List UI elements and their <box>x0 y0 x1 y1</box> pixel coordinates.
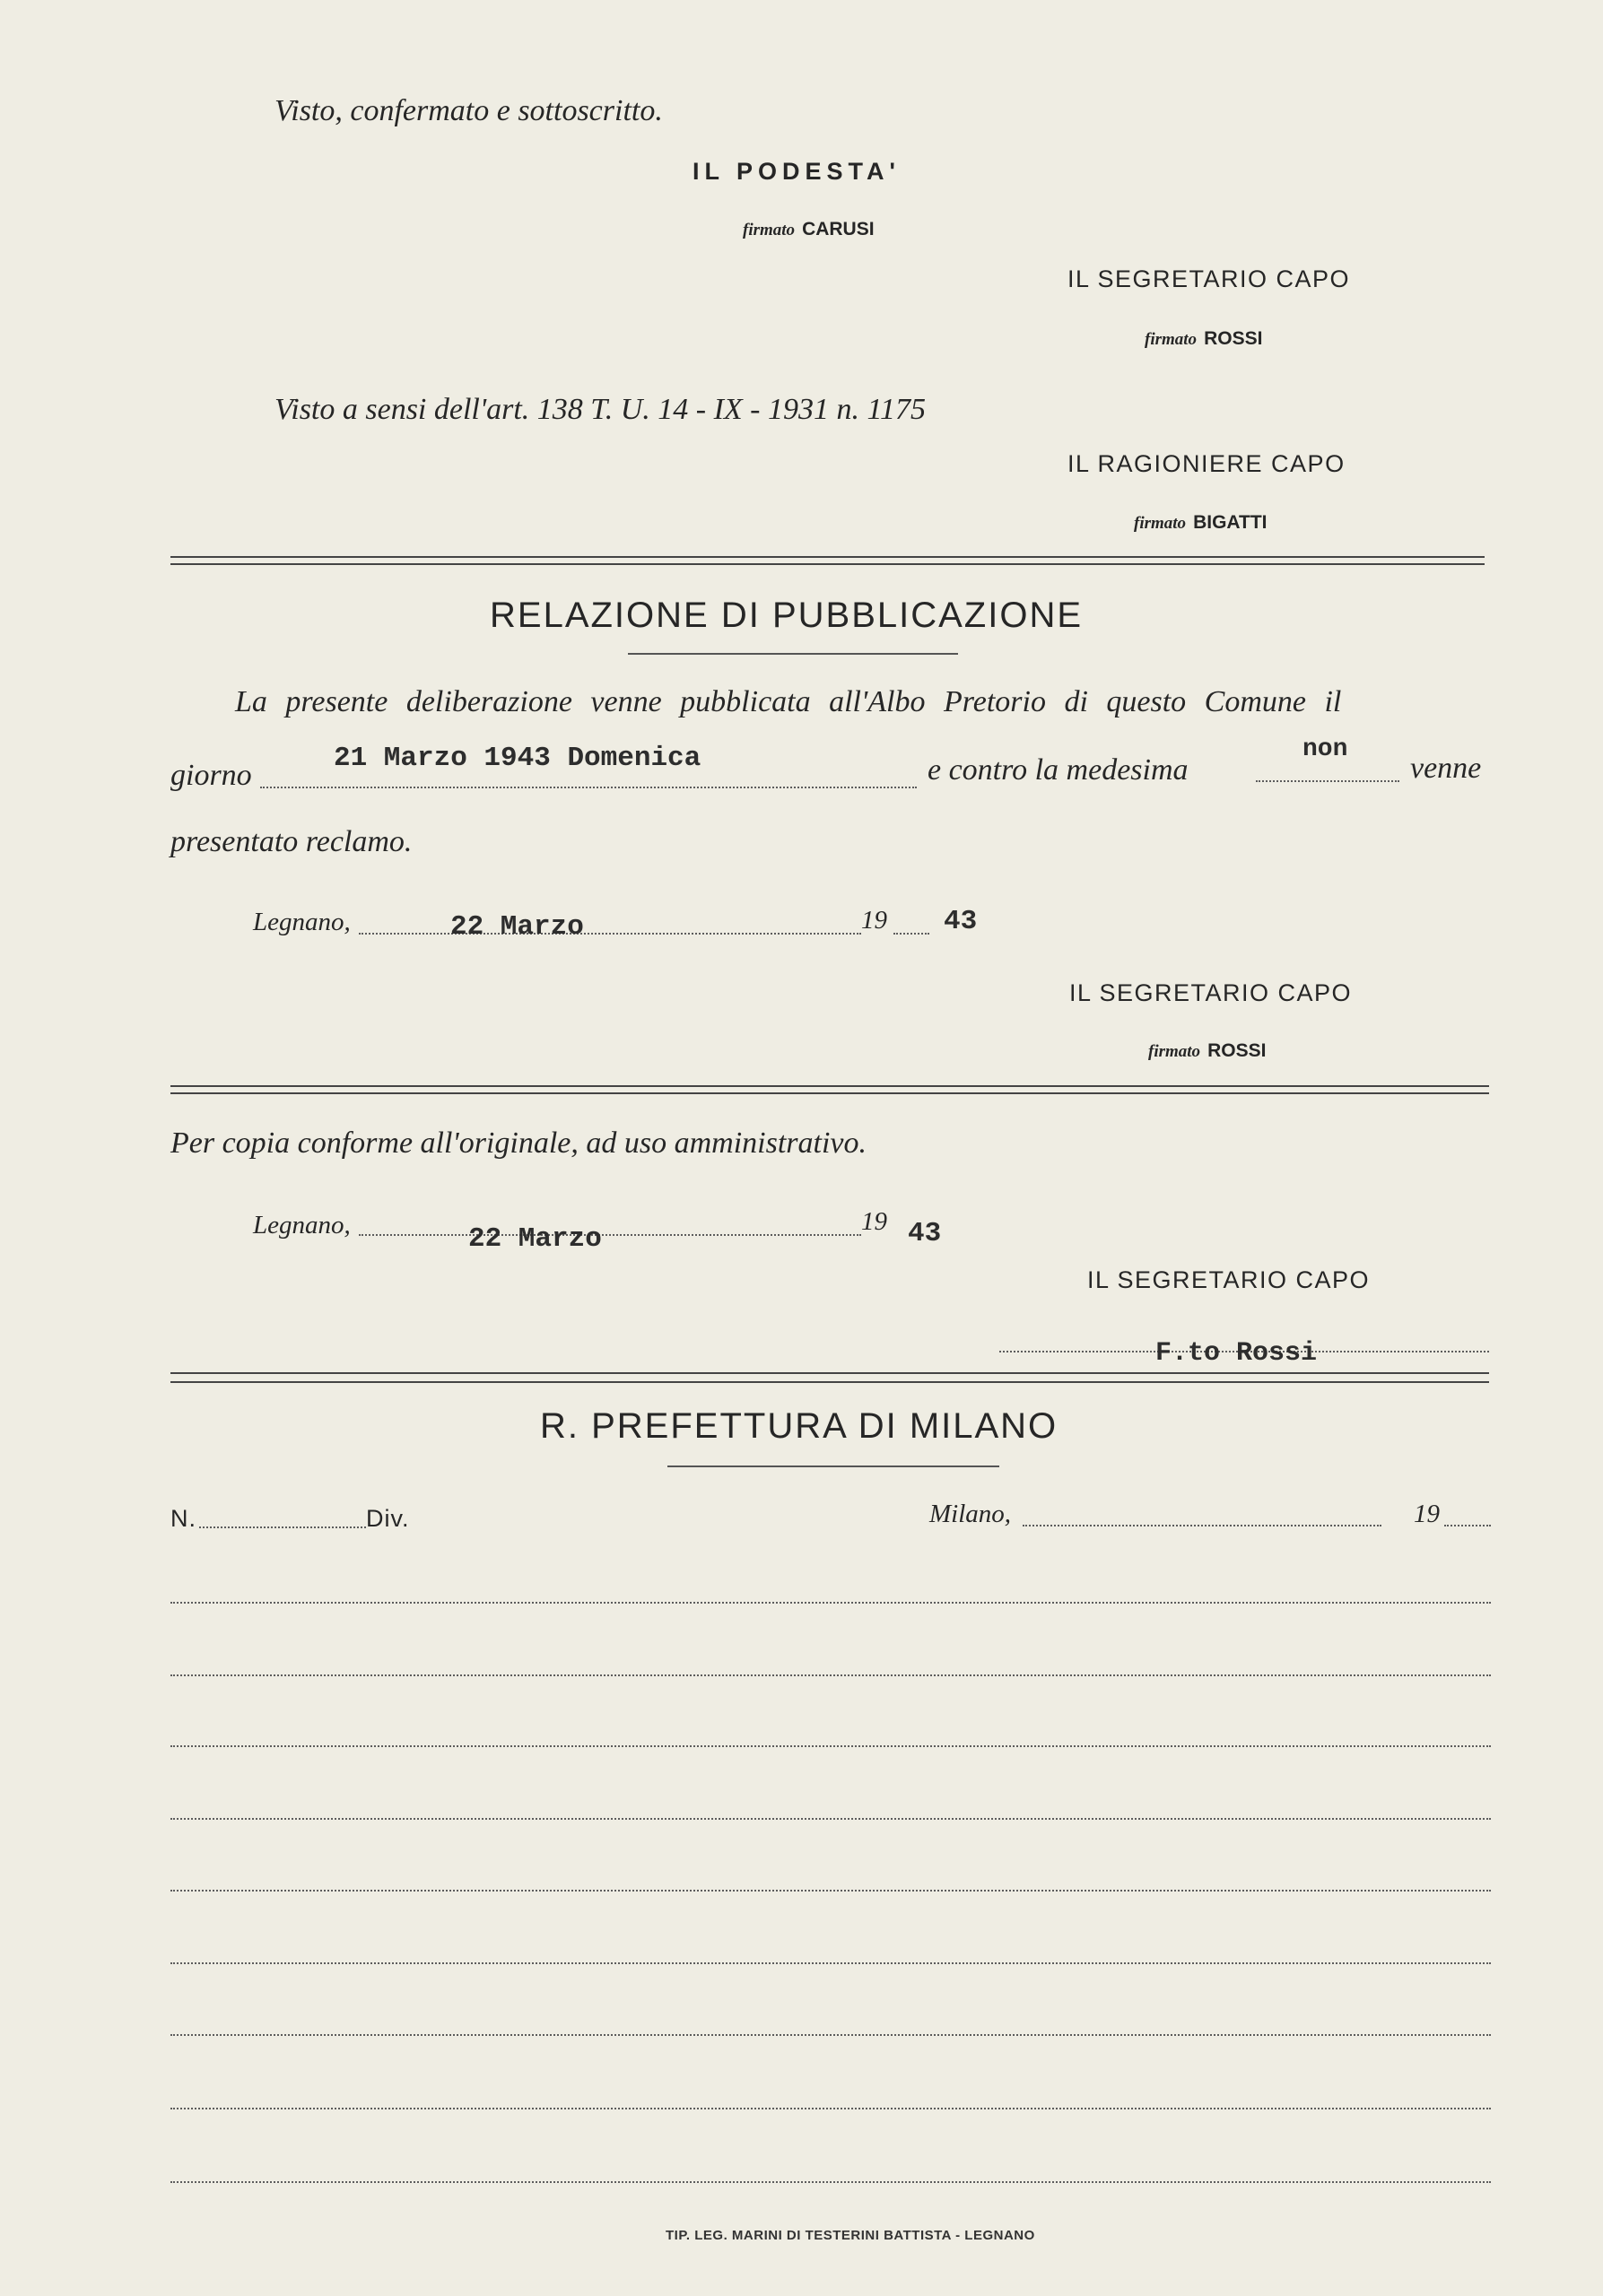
podesta-signature <box>743 219 875 240</box>
relazione-line1: La presente deliberazione venne pubblicata all'Albo Pretorio di questo Comune il <box>235 685 1342 718</box>
giorno-dotted-line <box>260 787 917 788</box>
contro-text: e contro la medesima <box>928 753 1189 787</box>
separator-rule-1b <box>170 563 1485 565</box>
legnano-label-2: Legnano, <box>253 1211 351 1239</box>
blank-writing-line <box>170 2108 1491 2109</box>
blank-writing-line <box>170 1818 1491 1820</box>
date-dotted-line-1 <box>359 933 861 935</box>
firmato-label: firmato <box>1134 514 1187 533</box>
segretario-name-relazione: ROSSI <box>1207 1040 1267 1061</box>
date-value-1: 22 Marzo <box>450 911 584 943</box>
milano-dotted-line <box>1023 1525 1381 1526</box>
date-dotted-line-2 <box>359 1234 861 1236</box>
year-value-2: 43 <box>908 1218 942 1249</box>
segretario-title-copia: IL SEGRETARIO CAPO <box>1087 1266 1371 1293</box>
relazione-title-underline <box>628 653 958 655</box>
blank-writing-line <box>170 1745 1491 1747</box>
segretario-signature-top <box>1145 328 1262 350</box>
ragioniere-title: IL RAGIONIERE CAPO <box>1067 450 1346 477</box>
firmato-label: firmato <box>1148 1042 1201 1061</box>
segretario-title-relazione: IL SEGRETARIO CAPO <box>1069 979 1353 1006</box>
blank-writing-line <box>170 2181 1491 2183</box>
firmato-label: firmato <box>1145 330 1198 349</box>
ragioniere-name: BIGATTI <box>1193 512 1268 533</box>
separator-rule-2b <box>170 1092 1489 1094</box>
segretario-signature-relazione <box>1148 1040 1266 1062</box>
podesta-name: CARUSI <box>802 219 875 239</box>
podesta-title: IL PODESTA' <box>693 158 901 185</box>
prefettura-year-prefix: 19 <box>1414 1500 1440 1528</box>
visto-art-text: Visto a sensi dell'art. 138 T. U. 14 - IX - 1931 n. 1175 <box>274 393 926 426</box>
prefettura-title-underline <box>667 1465 999 1467</box>
prefettura-year-dotted-line <box>1444 1525 1491 1526</box>
visto-confermato-text: Visto, confermato e sottoscritto. <box>274 94 663 127</box>
ragioniere-signature <box>1134 512 1268 534</box>
legnano-label-1: Legnano, <box>253 908 351 936</box>
segretario-title-top: IL SEGRETARIO CAPO <box>1067 265 1351 292</box>
year-dotted-line-1 <box>893 933 929 935</box>
venne-text: venne <box>1410 752 1482 785</box>
separator-rule-1 <box>170 556 1485 558</box>
blank-writing-line <box>170 1602 1491 1604</box>
firmato-label: firmato <box>743 221 796 239</box>
blank-writing-line <box>170 1890 1491 1892</box>
separator-rule-2 <box>170 1085 1489 1087</box>
n-dotted-line <box>199 1526 366 1528</box>
separator-rule-3 <box>170 1372 1489 1374</box>
year-value-1: 43 <box>944 906 978 937</box>
blank-writing-line <box>170 2034 1491 2036</box>
blank-writing-line <box>170 1962 1491 1964</box>
milano-label: Milano, <box>929 1500 1012 1528</box>
prefettura-title: R. PREFETTURA DI MILANO <box>540 1406 1059 1446</box>
giorno-label: giorno <box>170 759 252 792</box>
signature-ftorossi: F.to Rossi <box>1155 1338 1318 1369</box>
n-label: N. <box>170 1505 196 1532</box>
giorno-value: 21 Marzo 1943 Domenica <box>334 743 701 774</box>
separator-rule-3b <box>170 1381 1489 1383</box>
div-label: Div. <box>366 1505 410 1532</box>
presentato-text: presentato reclamo. <box>170 825 413 858</box>
year-prefix-1: 19 <box>861 906 887 935</box>
relazione-title: RELAZIONE DI PUBBLICAZIONE <box>490 596 1084 635</box>
printer-imprint: TIP. LEG. MARINI DI TESTERINI BATTISTA - LEGNANO <box>666 2228 1035 2243</box>
non-dotted-line <box>1256 780 1399 782</box>
segretario-name-top: ROSSI <box>1204 328 1263 349</box>
non-value: non <box>1302 735 1348 763</box>
blank-writing-line <box>170 1674 1491 1676</box>
year-prefix-2: 19 <box>861 1207 887 1236</box>
copia-conforme-text: Per copia conforme all'originale, ad uso amministrativo. <box>170 1126 867 1160</box>
date-value-2: 22 Marzo <box>468 1223 602 1255</box>
